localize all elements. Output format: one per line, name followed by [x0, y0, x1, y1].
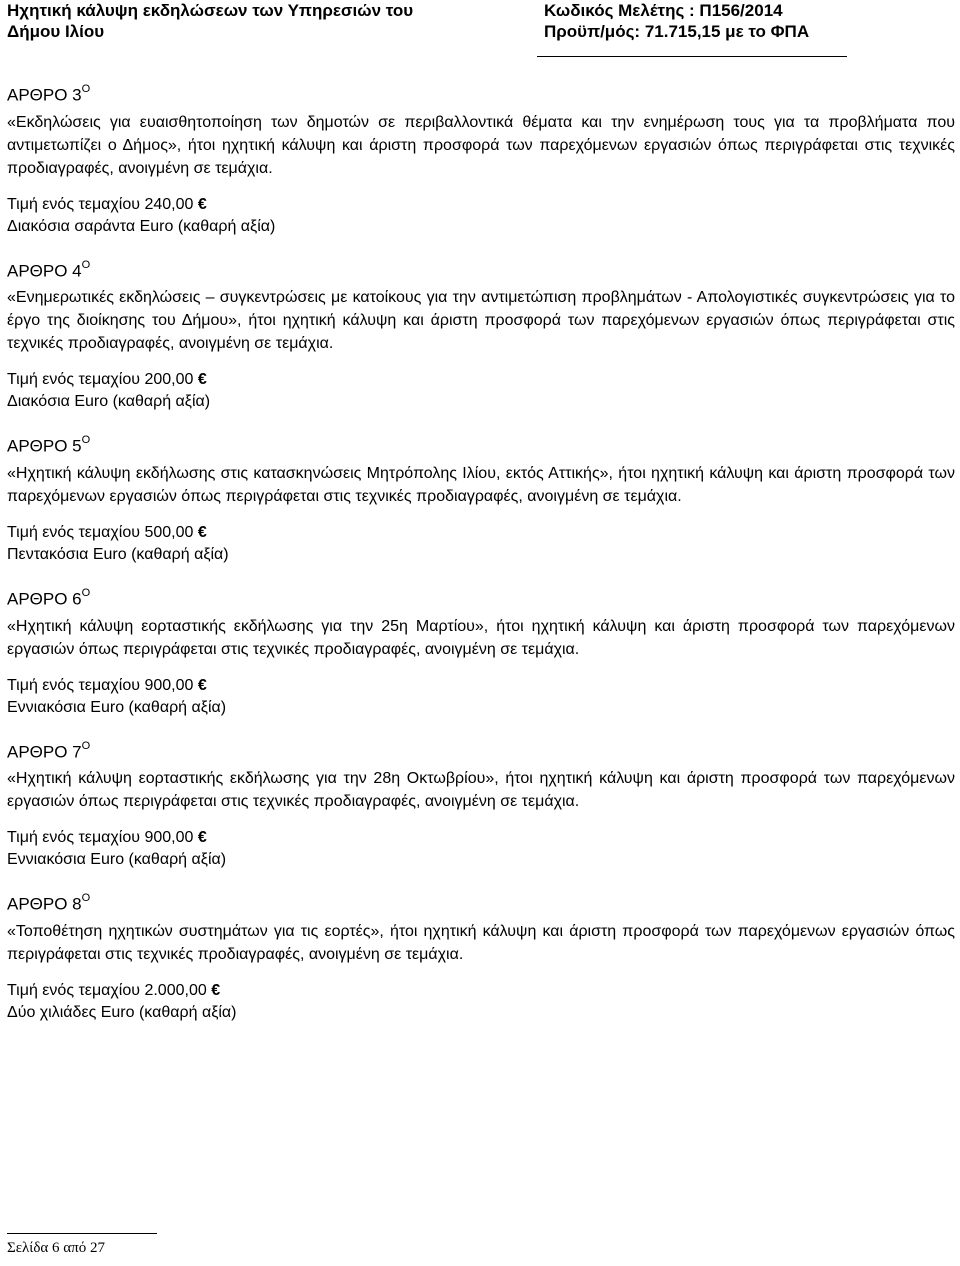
euro-icon: €	[197, 195, 207, 213]
header-underline	[537, 56, 847, 57]
price-block	[7, 194, 955, 238]
header-study-info	[544, 0, 944, 42]
euro-icon: €	[197, 676, 207, 694]
page-header	[7, 0, 955, 62]
article-8	[7, 889, 955, 1024]
article-title: ΑΡΘΡΟ $5^O$	[7, 434, 91, 456]
unit-price: Τιμή ενός τεμαχίου 2.000,00 €	[7, 981, 221, 999]
article-title: ΑΡΘΡΟ $7^O$	[7, 739, 91, 762]
article-description: «Ηχητική κάλυψη εορταστικής εκδήλωσης για την 28η Οκτωβρίου», ήτοι ηχητική κάλυψη και άριστη προσφορά των παρεχόμενων εργασιών όπως περιγράφεται στις τεχνικές προδιαγραφές, ανοιγμένη σε τεμάχια.	[7, 770, 955, 811]
article-title: ΑΡΘΡΟ $4^O$	[7, 258, 91, 281]
euro-icon: €	[197, 829, 207, 847]
unit-price: Τιμή ενός τεμαχίου 200,00 €	[7, 371, 207, 389]
article-5	[7, 431, 955, 566]
article-6	[7, 584, 955, 719]
article-description: «Ενημερωτικές εκδηλώσεις – συγκεντρώσεις με κατοίκους για την αντιμετώπιση προβλημάτων - Απολογιστικές συγκεντρώσεις για το έργο της διοίκησης του Δήμου», ήτοι ηχητική κάλυψη και άριστη προσφορά των παρεχόμενων εργασιών όπως περιγράφεται στις τεχνικές προδιαγραφές, ανοιγμένη σε τεμάχια.	[7, 289, 955, 353]
price-block	[7, 980, 955, 1024]
unit-price: Τιμή ενός τεμαχίου 900,00 €	[7, 676, 207, 694]
page-number: Σελίδα 6 από 27	[7, 1240, 105, 1256]
article-title: ΑΡΘΡΟ $6^O$	[7, 586, 91, 609]
price-block	[7, 675, 955, 719]
price-in-words: Εννιακόσια Euro (καθαρή αξία)	[7, 851, 227, 869]
article-description: «Τοποθέτηση ηχητικών συστημάτων για τις εορτές», ήτοι ηχητική κάλυψη και άριστη προσφορά των παρεχόμενων εργασιών όπως περιγράφεται στις τεχνικές προδιαγραφές, ανοιγμένη σε τεμάχια.	[7, 922, 955, 963]
header-study-code: Κωδικός Μελέτης : Π156/2014	[544, 1, 783, 20]
euro-icon: €	[211, 981, 221, 999]
unit-price: Τιμή ενός τεμαχίου 240,00 €	[7, 195, 207, 213]
article-4	[7, 256, 955, 414]
document-body	[7, 80, 955, 1042]
unit-price: Τιμή ενός τεμαχίου 500,00 €	[7, 523, 207, 541]
article-description: «Ηχητική κάλυψη εορταστικής εκδήλωσης για την 25η Μαρτίου», ήτοι ηχητική κάλυψη και άριστη προσφορά των παρεχόμενων εργασιών όπως περιγράφεται στις τεχνικές προδιαγραφές, ανοιγμένη σε τεμάχια.	[7, 617, 955, 658]
article-description: «Εκδηλώσεις για ευαισθητοποίηση των δημοτών σε περιβαλλοντικά θέματα και την ενημέρωση τους για τα προβλήματα που αντιμετωπίζει ο Δήμος», ήτοι ηχητική κάλυψη και άριστη προσφορά των παρεχόμενων εργασιών όπως περιγράφεται στις τεχνικές προδιαγραφές, ανοιγμένη σε τεμάχια.	[7, 113, 955, 177]
price-in-words: Δύο χιλιάδες Euro (καθαρή αξία)	[7, 1003, 237, 1021]
price-block	[7, 369, 955, 413]
euro-icon: €	[197, 523, 207, 541]
header-title-line-1: Ηχητική κάλυψη εκδηλώσεων των Υπηρεσιών του	[7, 1, 414, 20]
article-title: ΑΡΘΡΟ $8^O$	[7, 892, 91, 914]
article-title: ΑΡΘΡΟ $3^O$	[7, 83, 91, 105]
price-in-words: Διακόσια σαράντα Euro (καθαρή αξία)	[7, 217, 276, 235]
header-title-line-2: Δήμου Ιλίου	[7, 22, 105, 41]
price-in-words: Εννιακόσια Euro (καθαρή αξία)	[7, 698, 227, 716]
header-budget: Προϋπ/μός: 71.715,15 με το ΦΠΑ	[544, 22, 810, 41]
footer-rule	[7, 1233, 157, 1234]
price-block	[7, 522, 955, 566]
unit-price: Τιμή ενός τεμαχίου 900,00 €	[7, 829, 207, 847]
price-block	[7, 827, 955, 871]
price-in-words: Διακόσια Euro (καθαρή αξία)	[7, 393, 211, 411]
euro-icon: €	[197, 371, 207, 389]
price-in-words: Πεντακόσια Euro (καθαρή αξία)	[7, 545, 229, 563]
article-description: «Ηχητική κάλυψη εκδήλωσης στις κατασκηνώσεις Μητρόπολης Ιλίου, εκτός Αττικής», ήτοι ηχητική κάλυψη και άριστη προσφορά των παρεχόμενων εργασιών όπως περιγράφεται στις τεχνικές προδιαγραφές, ανοιγμένη σε τεμάχια.	[7, 464, 955, 505]
article-3	[7, 80, 955, 238]
article-7	[7, 737, 955, 872]
header-project-title	[7, 0, 527, 42]
